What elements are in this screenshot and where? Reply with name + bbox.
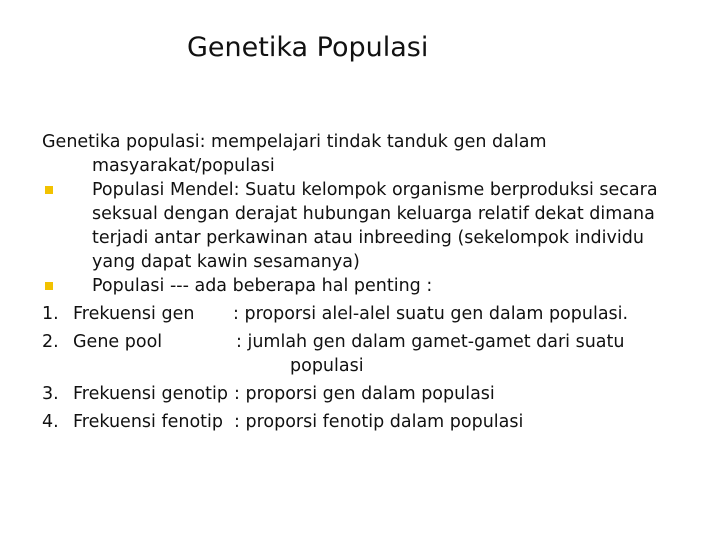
bullet-1-line-4: yang dapat kawin sesamanya) [92, 252, 360, 272]
bullet-1-line-1: Populasi Mendel: Suatu kelompok organisme berproduksi secara [92, 180, 658, 200]
list-item [42, 330, 682, 354]
list-item [42, 382, 682, 406]
list-item-continuation [42, 354, 682, 378]
bullet-2-text: Populasi --- ada beberapa hal penting : [92, 276, 433, 296]
item-definition: : proporsi fenotip dalam populasi [234, 412, 524, 432]
slide-title: Genetika Populasi [187, 32, 429, 63]
item-number: 2. [42, 332, 59, 352]
bullet-1-line-3: terjadi antar perkawinan atau inbreeding (sekelompok individu [92, 228, 644, 248]
item-term: Gene pool [73, 332, 163, 352]
slide-body [42, 130, 682, 434]
intro-line-1: Genetika populasi: mempelajari tindak tanduk gen dalam [42, 132, 547, 152]
item-term: Frekuensi genotip [73, 384, 228, 404]
list-item [42, 410, 682, 434]
square-bullet-icon [45, 186, 53, 194]
item-definition-continued: populasi [290, 356, 364, 376]
item-number: 1. [42, 304, 59, 324]
square-bullet-icon [45, 282, 53, 290]
item-term: Frekuensi fenotip [73, 412, 224, 432]
list-item [42, 302, 682, 326]
item-definition: : jumlah gen dalam gamet-gamet dari suatu [236, 332, 625, 352]
item-term: Frekuensi gen [73, 304, 195, 324]
bullet-1-line-2: seksual dengan derajat hubungan keluarga relatif dekat dimana [92, 204, 655, 224]
bullet-populasi-mendel [42, 178, 682, 202]
item-number: 3. [42, 384, 59, 404]
item-definition: : proporsi alel-alel suatu gen dalam populasi. [233, 304, 629, 324]
intro-line-2: masyarakat/populasi [92, 156, 275, 176]
item-definition: : proporsi gen dalam populasi [234, 384, 495, 404]
bullet-populasi-penting [42, 274, 682, 298]
item-number: 4. [42, 412, 59, 432]
